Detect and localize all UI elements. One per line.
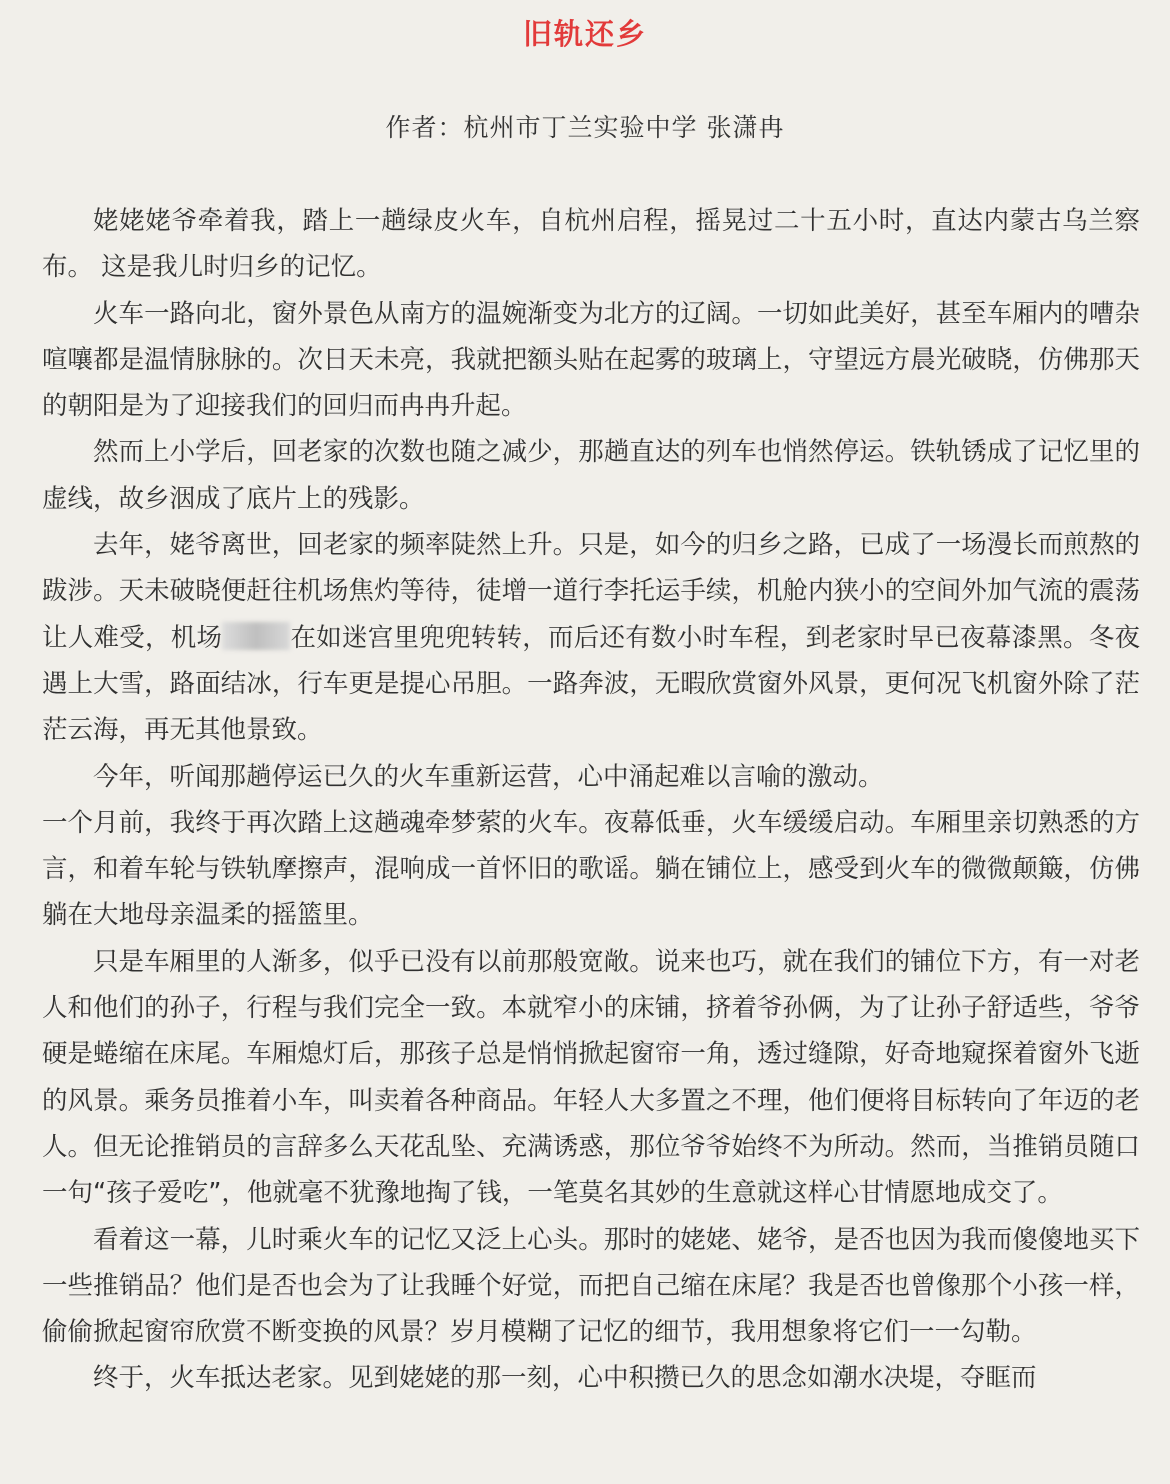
document-title: 旧轨还乡 bbox=[522, 17, 647, 51]
document-body bbox=[42, 198, 1140, 1402]
paragraph-6: 一个月前，我终于再次踏上这趟魂牵梦萦的火车。夜幕低垂，火车缓缓启动。车厢里亲切熟悉的方言，和着车轮与铁轨摩擦声，混响成一首怀旧的歌谣。躺在铺位上，感受到火车的微微颠簸，仿佛躺在大地母亲温柔的摇篮里。 bbox=[42, 807, 1140, 931]
paragraph-4 bbox=[42, 522, 1140, 753]
paragraph-1: 姥姥姥爷牵着我，踏上一趟绿皮火车，自杭州启程，摇晃过二十五小时，直达内蒙古乌兰察布。 这是我儿时归乡的记忆。 bbox=[42, 206, 1140, 283]
paragraph-4-part-2: 在如迷宫里兜兜转转，而后还有数小时车程，到老家时早已夜幕漆黑。冬夜遇上大雪，路面结冰，行车更是提心吊胆。一路奔波，无暇欣赏窗外风景，更何况飞机窗外除了茫茫云海，再无其他景致。 bbox=[42, 622, 1140, 746]
paragraph-7: 只是车厢里的人渐多，似乎已没有以前那般宽敞。说来也巧，就在我们的铺位下方，有一对老人和他们的孙子，行程与我们完全一致。本就窄小的床铺，挤着爷孙俩，为了让孙子舒适些，爷爷硬是蜷缩在床尾。车厢熄灯后，那孩子总是悄悄掀起窗帘一角，透过缝隙，好奇地窥探着窗外飞逝的风景。乘务员推着小车，叫卖着各种商品。年轻人大多置之不理，他们便将目标转向了年迈的老人。但无论推销员的言辞多么天花乱坠、充满诱惑，那位爷爷始终不为所动。然而，当推销员随口一句“孩子爱吃”，他就毫不犹豫地掏了钱，一笔莫名其妙的生意就这样心甘情愿地成交了。 bbox=[42, 946, 1140, 1209]
paragraph-9: 终于，火车抵达老家。见到姥姥的那一刻，心中积攒已久的思念如潮水决堤，夺眶而 bbox=[93, 1363, 1037, 1394]
paragraph-2: 火车一路向北，窗外景色从南方的温婉渐变为北方的辽阔。一切如此美好，甚至车厢内的嘈杂喧嚷都是温情脉脉的。次日天未亮，我就把额头贴在起雾的玻璃上，守望远方晨光破晓，仿佛那天的朝阳是为了迎接我们的回归而冉冉升起。 bbox=[42, 298, 1140, 422]
paragraph-8: 看着这一幕，儿时乘火车的记忆又泛上心头。那时的姥姥、姥爷，是否也因为我而傻傻地买下一些推销品？他们是否也会为了让我睡个好觉，而把自己缩在床尾？我是否也曾像那个小孩一样，偷偷掀起窗帘欣赏不断变换的风景？岁月模糊了记忆的细节，我用想象将它们一一勾勒。 bbox=[42, 1224, 1140, 1348]
paragraph-4-part-1: 去年，姥爷离世，回老家的频率陡然上升。只是，如今的归乡之路，已成了一场漫长而煎熬的跋涉。天未破晓便赶往机场焦灼等待，徒增一道行李托运手续，机舱内狭小的空间外加气流的震荡让人难受，机场 bbox=[42, 530, 1140, 653]
paragraph-3: 然而上小学后，回老家的次数也随之减少，那趟直达的列车也悄然停运。铁轨锈成了记忆里的虚线，故乡洇成了底片上的残影。 bbox=[42, 437, 1140, 514]
paragraph-5: 今年，听闻那趟停运已久的火车重新运营，心中涌起难以言喻的激动。 bbox=[93, 761, 884, 792]
redacted-blur bbox=[222, 622, 290, 650]
author-line: 作者：杭州市丁兰实验中学 张潇冉 bbox=[385, 113, 785, 142]
